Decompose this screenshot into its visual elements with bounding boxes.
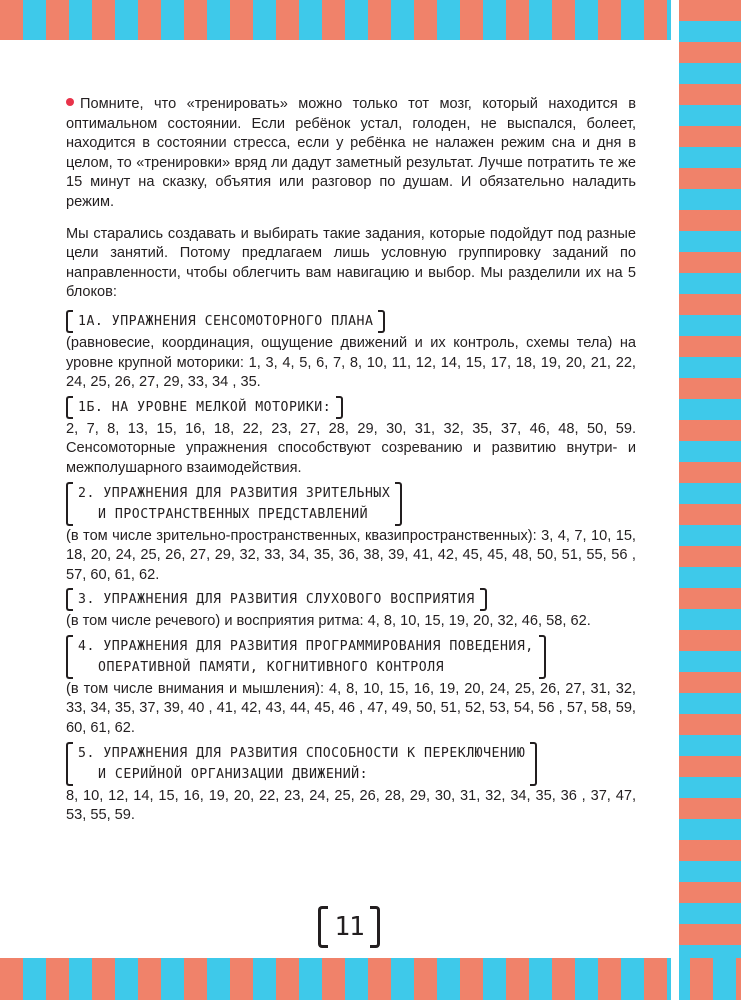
block-1b-heading <box>66 396 343 419</box>
block-4-heading <box>66 635 546 679</box>
block-5-heading-line-2: И СЕРИЙНОЙ ОРГАНИЗАЦИИ ДВИЖЕНИЙ: <box>98 766 369 782</box>
block-5-heading-line-1: 5. УПРАЖНЕНИЯ ДЛЯ РАЗВИТИЯ СПОСОБНОСТИ К ПЕРЕКЛЮЧЕНИЮ <box>78 745 526 761</box>
frame-gap <box>671 0 679 1000</box>
intro-paragraph-1-text: Помните, что «тренировать» можно только тот мозг, который находится в оптимальном состоянии. Если ребёнок устал, голоден, не выспался, болеет, находится в состоянии стресса, если у ребёнка не налажен режим сна и дня в целом, то «тренировки» вряд ли дадут заметный результат. Лучше потратить те же 15 минут на сказку, объятия или разговор по душам. И обязательно наладить режим. <box>66 96 636 210</box>
block-1a-text: (равновесие, координация, ощущение движений и их контроль, схемы тела) на уровне крупной моторики: 1, 3, 4, 5, 6, 7, 8, 10, 11, 12, 14, 15, 17, 18, 19, 20, 21, 22, 24, 25, 26, 27, 29, 33, 34 , 35. <box>66 334 636 391</box>
bottom-stripe-border <box>0 958 741 1000</box>
block-4-heading-line-2: ОПЕРАТИВНОЙ ПАМЯТИ, КОГНИТИВНОГО КОНТРОЛЯ <box>98 659 445 675</box>
block-3-text: (в том числе речевого) и восприятия ритма: 4, 8, 10, 15, 19, 20, 32, 46, 58, 62. <box>66 613 591 630</box>
block-3-heading-text: 3. УПРАЖНЕНИЯ ДЛЯ РАЗВИТИЯ СЛУХОВОГО ВОСПРИЯТИЯ <box>78 592 475 608</box>
block-2-heading-line-1: 2. УПРАЖНЕНИЯ ДЛЯ РАЗВИТИЯ ЗРИТЕЛЬНЫХ <box>78 485 391 501</box>
block-4-text: (в том числе внимания и мышления): 4, 8, 10, 15, 16, 19, 20, 24, 25, 26, 27, 31, 32, 33, 34, 35, 37, 39, 40 , 41, 42, 43, 44, 45, 46 , 47, 49, 50, 51, 52, 53, 54, 56 , 57, 58, 59, 60, 61, 62. <box>66 680 636 737</box>
right-stripe-border <box>679 0 741 1000</box>
block-1a-heading <box>66 310 385 333</box>
intro-paragraph-2: Мы старались создавать и выбирать такие задания, которые подойдут под разные цели занятий. Потому предлагаем лишь условную группировку заданий по направленности, чтобы облегчить вам навигацию и выбор. Мы разделили их на 5 блоков: <box>66 225 636 301</box>
intro-paragraph-1 <box>66 95 636 213</box>
block-3-heading <box>66 588 487 611</box>
top-stripe-border <box>0 0 741 40</box>
block-2-heading <box>66 482 402 526</box>
block-1a-heading-text: 1А. УПРАЖНЕНИЯ СЕНСОМОТОРНОГО ПЛАНА <box>78 313 374 329</box>
page-number: 11 <box>318 906 380 948</box>
block-5-text: 8, 10, 12, 14, 15, 16, 19, 20, 22, 23, 24, 25, 26, 28, 29, 30, 31, 32, 34, 35, 36 , 37, 47, 53, 55, 59. <box>66 787 636 824</box>
block-1b-text: 2, 7, 8, 13, 15, 16, 18, 22, 23, 27, 28, 29, 30, 31, 32, 35, 37, 46, 48, 50, 59. Сенсомоторные упражнения способствуют созреванию и развитию внутри- и межполушарного взаимодействия. <box>66 420 636 476</box>
frame-gap <box>0 948 679 958</box>
block-1b-heading-text: 1Б. НА УРОВНЕ МЕЛКОЙ МОТОРИКИ: <box>78 399 332 415</box>
page-content <box>66 95 636 826</box>
block-5-heading <box>66 742 537 786</box>
bullet-icon <box>66 98 74 106</box>
block-2-text: (в том числе зрительно-пространственных, квазипространственных): 3, 4, 7, 10, 15, 18, 20, 24, 25, 26, 27, 29, 32, 33, 34, 35, 36, 38, 39, 41, 42, 45, 45, 48, 50, 51, 55, 56 , 57, 60, 61, 62. <box>66 527 636 583</box>
block-2-heading-line-2: И ПРОСТРАНСТВЕННЫХ ПРЕДСТАВЛЕНИЙ <box>98 506 369 522</box>
block-4-heading-line-1: 4. УПРАЖНЕНИЯ ДЛЯ РАЗВИТИЯ ПРОГРАММИРОВАНИЯ ПОВЕДЕНИЯ, <box>78 638 534 654</box>
frame-gap <box>0 40 679 50</box>
